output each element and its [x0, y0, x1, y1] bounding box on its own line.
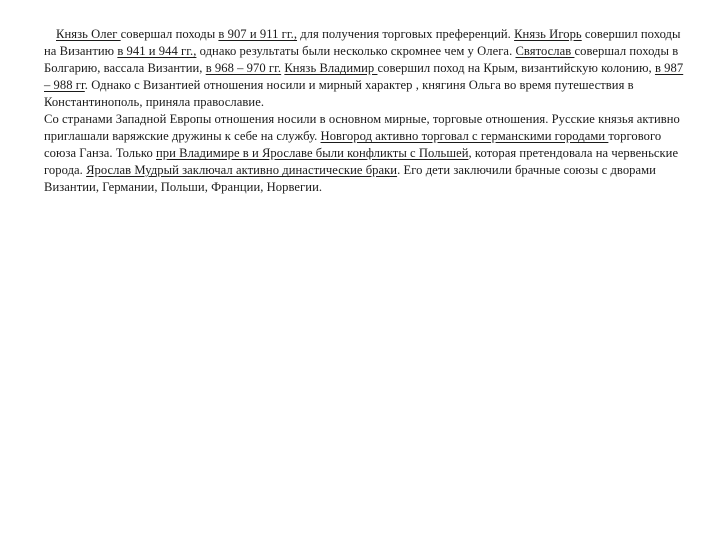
text-segment: совершал походы в Болгарию, вассала Византии, [44, 44, 679, 75]
text-segment: в 968 – 970 гг. [205, 61, 282, 75]
text-segment: Князь Игорь [514, 27, 582, 41]
text-segment: , которая претендовала на червеньские города. [44, 146, 679, 177]
text-segment: в 987 – 988 гг [44, 61, 684, 92]
text-segment: совершил походы на Византию [44, 27, 681, 58]
text-segment: в 941 и 944 гг., [117, 44, 197, 58]
text-segment: совершил поход на Крым, византийскую колонию, [377, 61, 655, 75]
text-segment: для получения торговых преференций. [297, 27, 515, 41]
text-segment: Князь Владимир [284, 61, 378, 75]
text-segment: Новгород активно торговал с германскими городами [320, 129, 609, 143]
text-segment: совершал походы [120, 27, 219, 41]
paragraph-western-relations [44, 111, 684, 196]
text-segment: однако результаты были несколько скромнее чем у Олега. [196, 44, 516, 58]
text-olga-prince-oleg: Князь Олег [56, 27, 121, 41]
text-segment: Со странами Западной Европы отношения носили в основном мирные, торговые отношения. Русские князья активно приглашали варяжские дружины к себе на службу. [44, 112, 680, 143]
text-segment: торгового союза Ганза. Только [44, 129, 662, 160]
slide-text-body [44, 26, 684, 196]
paragraph-military-campaigns [44, 26, 684, 111]
text-segment: в 907 и 911 гг., [218, 27, 298, 41]
text-segment: при Владимире в и Ярославе были конфликты с Польшей [156, 146, 469, 160]
text-segment: . Однако с Византией отношения носили и мирный характер , княгиня Ольга во время путешествия в Константинополь, приняла православие. [44, 78, 634, 109]
text-segment: . Его дети заключили брачные союзы с дворами Византии, Германии, Польши, Франции, Норвегии. [44, 163, 656, 194]
text-segment: Ярослав Мудрый заключал активно династические браки [86, 163, 398, 177]
text-segment: Святослав [515, 44, 575, 58]
